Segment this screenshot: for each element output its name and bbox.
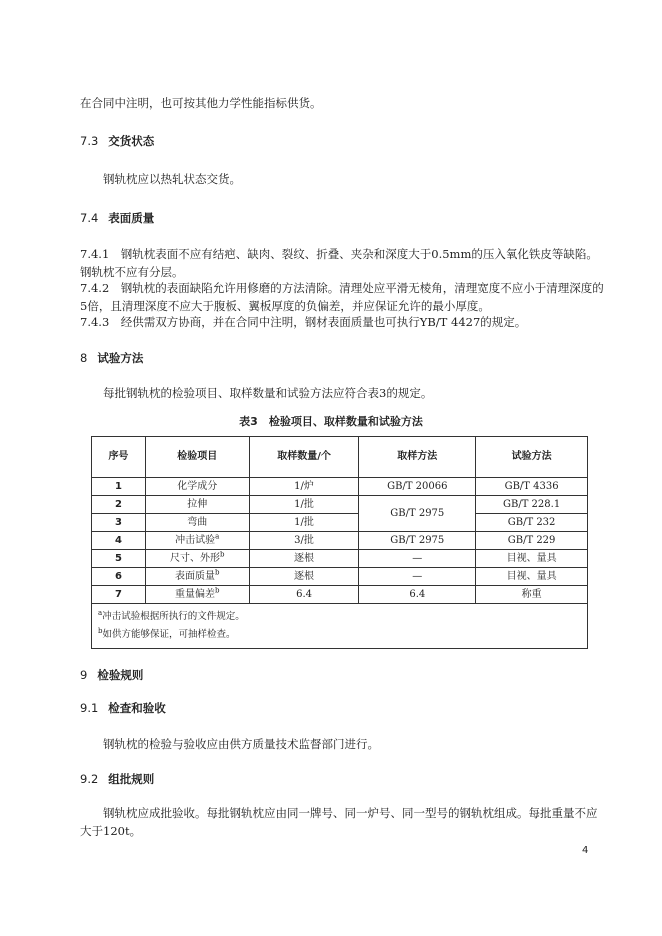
row-quantity: 1/批: [249, 496, 359, 514]
table-row: [92, 532, 588, 550]
row-test: GB/T 4336: [476, 478, 588, 496]
section-8-heading: [80, 350, 143, 368]
row-quantity: 逐根: [249, 568, 359, 586]
footnote-mark: b: [98, 626, 103, 635]
row-test: 目视、量具: [476, 568, 588, 586]
row-test: GB/T 229: [476, 532, 588, 550]
table-row: [92, 550, 588, 568]
row-quantity: 6.4: [249, 586, 359, 604]
row-index: 2: [92, 496, 146, 514]
table-notes-row: [92, 604, 588, 649]
header-test: 试验方法: [476, 437, 588, 478]
note-b: [98, 626, 581, 644]
footnote-mark: b: [215, 568, 220, 577]
row-sampling: —: [359, 568, 476, 586]
section-9-2-heading: [80, 771, 154, 789]
row-index: 4: [92, 532, 146, 550]
section-7-3-heading: [80, 133, 154, 151]
row-item: 尺寸、外形: [170, 552, 221, 564]
row-test: 目视、量具: [476, 550, 588, 568]
section-number: 9.1: [80, 701, 99, 715]
row-test: GB/T 228.1: [476, 496, 588, 514]
header-quantity: 取样数量/个: [249, 437, 359, 478]
footnote-mark: b: [215, 586, 220, 595]
intro-line: 在合同中注明，也可按其他力学性能指标供货。: [80, 96, 322, 110]
section-number: 9.2: [80, 772, 99, 786]
section-9-1-heading: [80, 700, 166, 718]
note-a-text: 冲击试验根据所执行的文件规定。: [102, 611, 245, 622]
section-title: 检验规则: [97, 668, 144, 682]
table-notes: [92, 604, 588, 649]
row-item-cell: [145, 532, 249, 550]
row-item: 拉伸: [145, 496, 249, 514]
section-8-text: 每批钢轨枕的检验项目、取样数量和试验方法应符合表3的规定。: [103, 386, 433, 400]
section-title: 试验方法: [97, 351, 144, 365]
row-item: 重量偏差: [175, 588, 216, 600]
row-index: 3: [92, 514, 146, 532]
section-9-heading: [80, 667, 143, 685]
row-test: 称重: [476, 586, 588, 604]
header-index: 序号: [92, 437, 146, 478]
row-test: GB/T 232: [476, 514, 588, 532]
row-sampling: GB/T 2975: [359, 532, 476, 550]
row-quantity: 3/批: [249, 532, 359, 550]
row-quantity: 1/炉: [249, 478, 359, 496]
row-index: 6: [92, 568, 146, 586]
row-item: 化学成分: [145, 478, 249, 496]
table-row: [92, 514, 588, 532]
footnote-mark: a: [215, 532, 220, 541]
row-quantity: 逐根: [249, 550, 359, 568]
row-sampling: 6.4: [359, 586, 476, 604]
table-row: [92, 586, 588, 604]
table-row: [92, 478, 588, 496]
row-item: 表面质量: [175, 570, 216, 582]
header-item: 检验项目: [145, 437, 249, 478]
section-9-2-text: 钢轨枕应成批验收。每批钢轨枕应由同一牌号、同一炉号、同一型号的钢轨枕组成。每批重量不应大于120t。: [80, 806, 598, 838]
footnote-mark: a: [98, 608, 103, 617]
section-title: 交货状态: [108, 134, 155, 148]
section-7-4-heading: [80, 210, 154, 228]
header-sampling: 取样方法: [359, 437, 476, 478]
row-item-cell: [145, 550, 249, 568]
section-7-3-text: 钢轨枕应以热轧状态交货。: [103, 172, 241, 186]
section-number: 8: [80, 351, 88, 365]
table-row: [92, 568, 588, 586]
row-index: 1: [92, 478, 146, 496]
row-item-cell: [145, 568, 249, 586]
section-number: 9: [80, 668, 88, 682]
section-title: 表面质量: [108, 211, 155, 225]
section-title: 检查和验收: [108, 701, 166, 715]
row-sampling: GB/T 20066: [359, 478, 476, 496]
row-item: 弯曲: [145, 514, 249, 532]
clause-7-4-1: 7.4.1 钢轨枕表面不应有结疤、缺肉、裂纹、折叠、夹杂和深度大于0.5mm的压入氧化铁皮等缺陷。钢轨枕不应有分层。: [80, 247, 598, 279]
section-title: 组批规则: [108, 772, 155, 786]
table-caption: 表3 检验项目、取样数量和试验方法: [239, 415, 423, 428]
row-index: 7: [92, 586, 146, 604]
row-item-cell: [145, 586, 249, 604]
row-index: 5: [92, 550, 146, 568]
footnote-mark: b: [220, 550, 225, 559]
row-quantity: 1/批: [249, 514, 359, 532]
note-a: [98, 608, 581, 626]
section-number: 7.4: [80, 211, 99, 225]
clause-7-4-2: 7.4.2 钢轨枕的表面缺陷允许用修磨的方法清除。清理处应平滑无棱角，清理宽度不应小于清理深度的5倍，且清理深度不应大于腹板、翼板厚度的负偏差，并应保证允许的最小厚度。: [80, 281, 604, 313]
page-number: 4: [582, 845, 589, 856]
table-header-row: [92, 437, 588, 478]
row-sampling: GB/T 2975: [359, 496, 476, 532]
note-b-text: 如供方能够保证，可抽样检查。: [102, 629, 236, 641]
row-sampling: —: [359, 550, 476, 568]
section-9-1-text: 钢轨枕的检验与验收应由供方质量技术监督部门进行。: [103, 737, 379, 751]
inspection-table: [91, 436, 588, 649]
clause-7-4-3: 7.4.3 经供需双方协商，并在合同中注明，钢材表面质量也可执行YB/T 4427的规定。: [80, 315, 527, 329]
table-row: [92, 496, 588, 514]
row-item: 冲击试验: [175, 534, 216, 546]
section-number: 7.3: [80, 134, 99, 148]
